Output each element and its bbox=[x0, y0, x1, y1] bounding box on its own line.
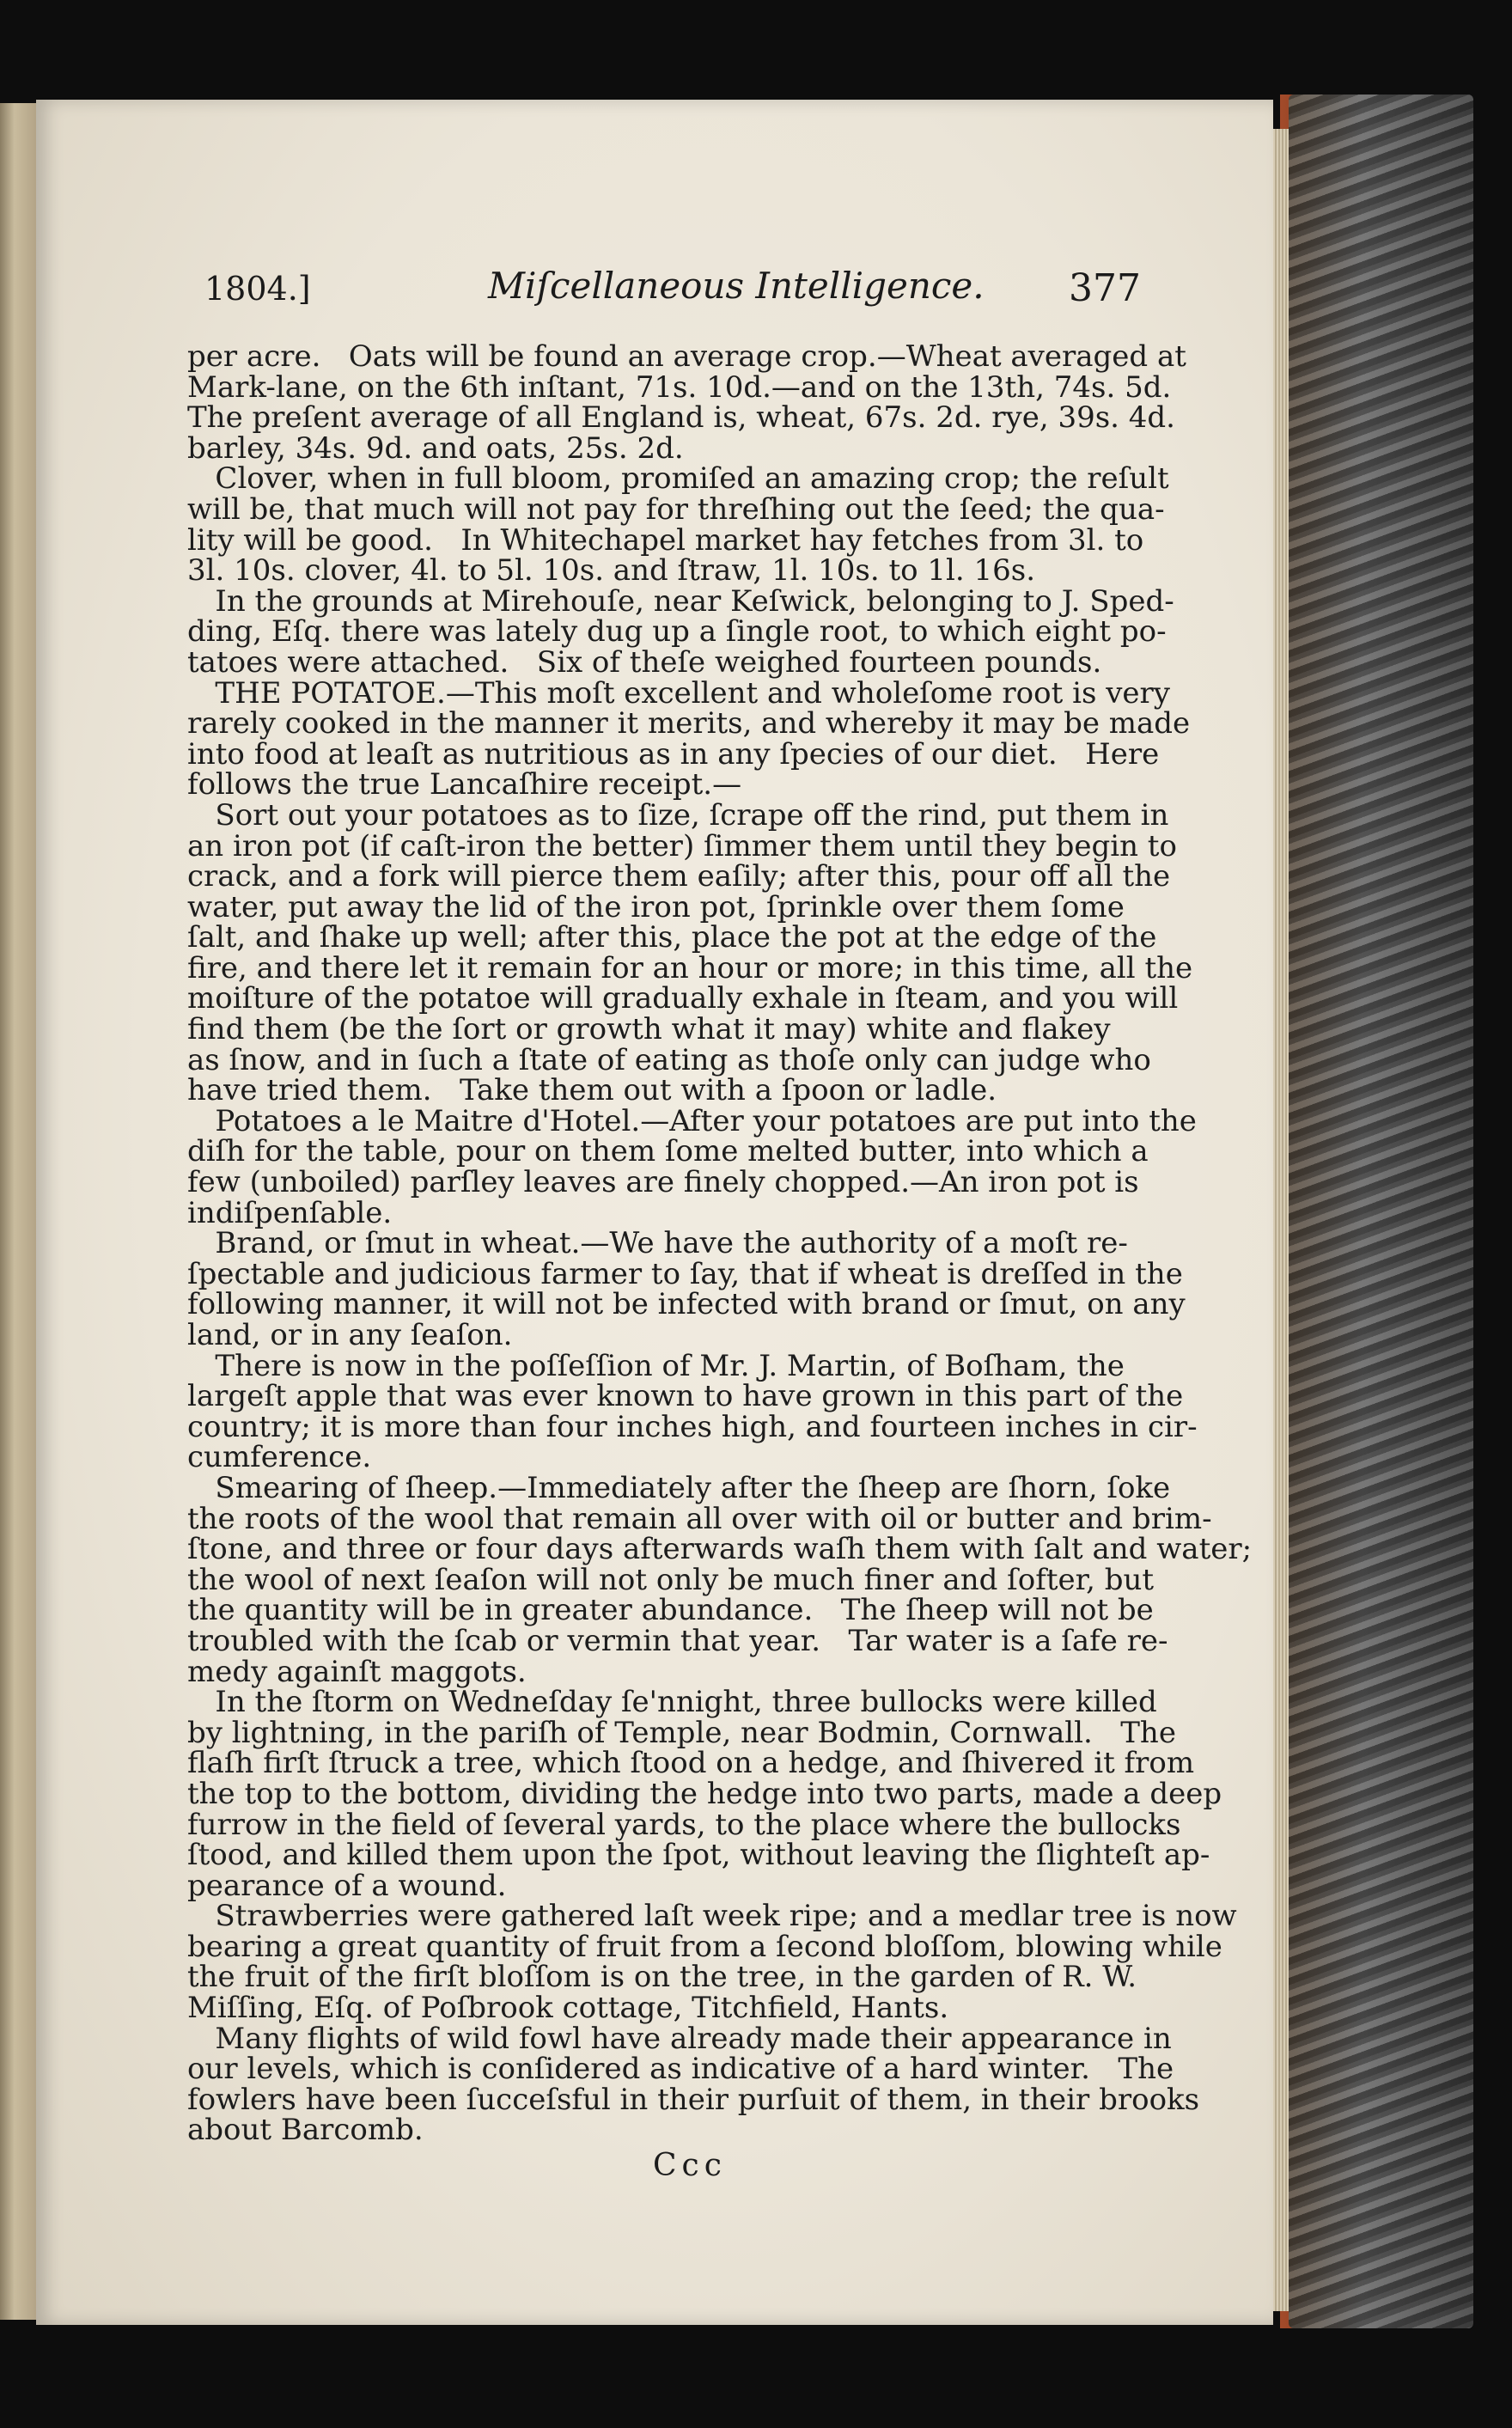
text-line: Brand, or ſmut in wheat.—We have the authority of a moſt re- bbox=[187, 1226, 1128, 1261]
text-line: have tried them. Take them out with a ſpoon or ladle. bbox=[187, 1073, 997, 1108]
text-line: indiſpenſable. bbox=[187, 1195, 393, 1230]
text-line: lity will be good. In Whitechapel market hay fetches from 3l. to bbox=[187, 522, 1144, 558]
text-line: Potatoes a le Maitre d'Hotel.—After your potatoes are put into the bbox=[187, 1103, 1197, 1138]
text-line: the wool of next ſeaſon will not only be much finer and ſofter, but bbox=[187, 1562, 1155, 1597]
text-line: diſh for the table, pour on them ſome melted butter, into which a bbox=[187, 1134, 1149, 1169]
text-line: bearing a great quantity of fruit from a ſecond bloſſom, blowing while bbox=[187, 1929, 1222, 1964]
text-line: rarely cooked in the manner it merits, and whereby it may be made bbox=[187, 706, 1191, 741]
text-line: the top to the bottom, dividing the hedge into two parts, made a deep bbox=[187, 1776, 1222, 1811]
text-line: fire, and there let it remain for an hour or more; in this time, all the bbox=[187, 950, 1193, 985]
text-line: an iron pot (if caſt-iron the better) ſimmer them until they begin to bbox=[187, 828, 1177, 863]
text-line: the roots of the wool that remain all over with oil or butter and brim- bbox=[187, 1501, 1212, 1536]
text-line: find them (be the ſort or growth what it may) white and flakey bbox=[187, 1012, 1111, 1047]
text-line: ſalt, and ſhake up well; after this, place the pot at the edge of the bbox=[187, 920, 1157, 955]
text-line: ding, Eſq. there was lately dug up a ſingle root, to which eight po- bbox=[187, 614, 1167, 650]
text-line: Sort out your potatoes as to ſize, ſcrape off the rind, put them in bbox=[187, 797, 1169, 833]
text-line: tatoes were attached. Six of theſe weighed fourteen pounds. bbox=[187, 644, 1102, 680]
text-line: In the grounds at Mirehouſe, near Keſwick, belonging to J. Sped- bbox=[187, 583, 1174, 619]
signature-mark: Ccc bbox=[653, 2148, 727, 2183]
text-line: 3l. 10s. clover, 4l. to 5l. 10s. and ſtraw, 1l. 10s. to 1l. 16s. bbox=[187, 553, 1036, 589]
text-line: furrow in the field of ſeveral yards, to the place where the bullocks bbox=[187, 1807, 1181, 1842]
text-line: There is now in the poſſeſſion of Mr. J. Martin, of Boſham, the bbox=[187, 1348, 1125, 1383]
text-line: fowlers have been ſucceſsful in their purſuit of them, in their brooks bbox=[187, 2082, 1200, 2117]
facing-page-edge bbox=[0, 103, 36, 2320]
text-line: our levels, which is conſidered as indicative of a hard winter. The bbox=[187, 2052, 1174, 2087]
text-line: follows the true Lancaſhire receipt.— bbox=[187, 767, 742, 802]
text-line: In the ſtorm on Wedneſday ſe'nnight, three bullocks were killed bbox=[187, 1685, 1157, 1720]
text-line: barley, 34s. 9d. and oats, 25s. 2d. bbox=[187, 430, 684, 466]
text-line: cumference. bbox=[187, 1440, 372, 1475]
text-line: The preſent average of all England is, wheat, 67s. 2d. rye, 39s. 4d. bbox=[187, 400, 1175, 436]
text-line: as ſnow, and in ſuch a ſtate of eating as thoſe only can judge who bbox=[187, 1042, 1151, 1077]
running-head-year: 1804.] bbox=[204, 270, 311, 308]
text-line: few (unboiled) parſley leaves are finely chopped.—An iron pot is bbox=[187, 1165, 1139, 1200]
text-line: flaſh firſt ſtruck a tree, which ſtood on a hedge, and ſhivered it from bbox=[187, 1746, 1195, 1781]
text-line: following manner, it will not be infected with brand or ſmut, on any bbox=[187, 1287, 1186, 1322]
text-line: Miſſing, Eſq. of Poſbrook cottage, Titchfield, Hants. bbox=[187, 1991, 949, 2026]
running-head-title: Miſcellaneous Intelligence. bbox=[488, 265, 985, 307]
page-number: 377 bbox=[1069, 266, 1141, 310]
text-line: per acre. Oats will be found an average crop.—Wheat averaged at bbox=[187, 339, 1186, 374]
text-line: country; it is more than four inches high, and fourteen inches in cir- bbox=[187, 1409, 1198, 1444]
text-line: by lightning, in the pariſh of Temple, near Bodmin, Cornwall. The bbox=[187, 1715, 1176, 1750]
text-line: land, or in any ſeaſon. bbox=[187, 1318, 513, 1352]
text-line: Mark-lane, on the 6th inſtant, 71s. 10d.—and on the 13th, 74s. 5d. bbox=[187, 369, 1172, 405]
text-line: crack, and a fork will pierce them eaſily; after this, pour off all the bbox=[187, 859, 1171, 894]
text-line: Smearing of ſheep.—Immediately after the ſheep are ſhorn, ſoke bbox=[187, 1470, 1171, 1505]
text-line: moiſture of the potatoe will gradually exhale in ſteam, and you will bbox=[187, 981, 1179, 1016]
text-line: ſpectable and judicious farmer to ſay, that if wheat is dreſſed in the bbox=[187, 1256, 1183, 1291]
text-line: Many flights of wild fowl have already made their appearance in bbox=[187, 2021, 1172, 2056]
text-line: Clover, when in full bloom, promiſed an amazing crop; the reſult bbox=[187, 461, 1169, 497]
text-line: ſtood, and killed them upon the ſpot, without leaving the ſlighteſt ap- bbox=[187, 1838, 1210, 1873]
text-line: ſtone, and three or four days afterwards waſh them with ſalt and water; bbox=[187, 1532, 1253, 1567]
text-line: pearance of a wound. bbox=[187, 1868, 507, 1903]
marbled-cover bbox=[1289, 95, 1473, 2328]
text-line: water, put away the lid of the iron pot, ſprinkle over them ſome bbox=[187, 889, 1125, 924]
text-line: THE POTATOE.—This moſt excellent and wholeſome root is very bbox=[187, 675, 1170, 711]
text-line: largeſt apple that was ever known to have grown in this part of the bbox=[187, 1379, 1184, 1414]
text-line: will be, that much will not pay for threſhing out the ſeed; the qua- bbox=[187, 491, 1165, 527]
text-line: about Barcomb. bbox=[187, 2113, 424, 2148]
text-line: into food at leaſt as nutritious as in any ſpecies of our diet. Here bbox=[187, 736, 1160, 772]
text-line: Strawberries were gathered laſt week ripe; and a medlar tree is now bbox=[187, 1899, 1237, 1934]
running-head bbox=[204, 258, 1141, 318]
text-line: the fruit of the firſt bloſſom is on the tree, in the garden of R. W. bbox=[187, 1960, 1137, 1995]
text-line: troubled with the ſcab or vermin that year. Tar water is a ſafe re- bbox=[187, 1623, 1168, 1658]
text-line: medy againſt maggots. bbox=[187, 1654, 527, 1689]
text-line: the quantity will be in greater abundance. The ſheep will not be bbox=[187, 1593, 1154, 1628]
article-body bbox=[187, 339, 1253, 2148]
